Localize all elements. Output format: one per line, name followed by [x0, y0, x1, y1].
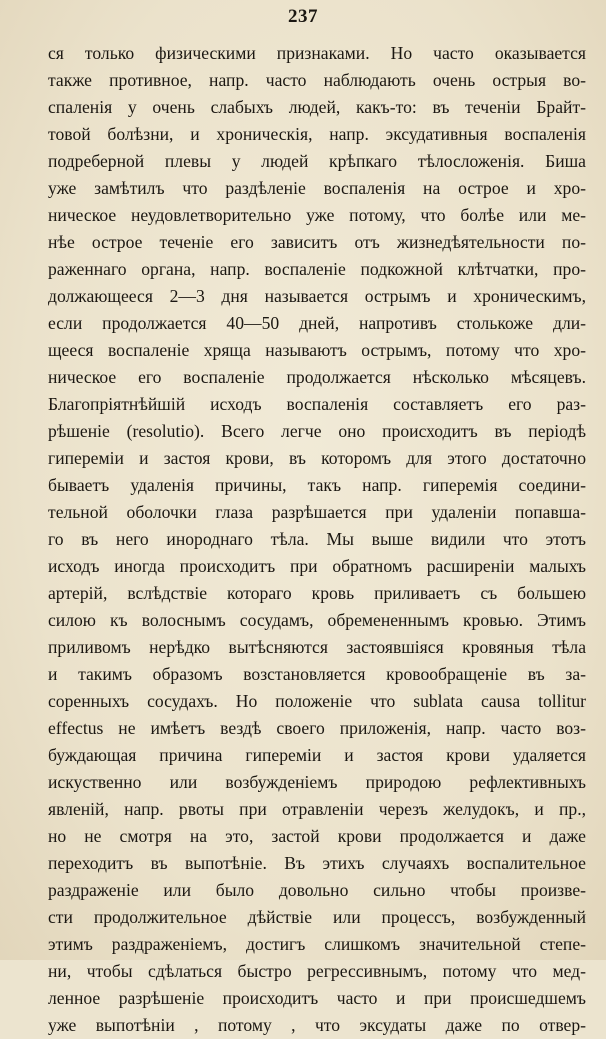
text-line: го въ него инороднаго тѣла. Мы выше видили что этотъ	[48, 529, 586, 549]
text-line: силою къ волоснымъ сосудамъ, обремененнымъ кровью. Этимъ	[48, 610, 586, 630]
text-line: соренныхъ сосудахъ. Но положеніе что sublata causa tollitur	[48, 691, 586, 711]
text-line: раженнаго органа, напр. воспаленіе подкожной клѣтчатки, про-	[48, 259, 586, 279]
text-line: ни, чтобы сдѣлаться быстро регрессивнымъ, потому что мед-	[48, 961, 586, 981]
text-line: бываетъ удаленія причины, такъ напр. гиперемія соедини-	[48, 475, 586, 495]
text-line: ническое его воспаленіе продолжается нѣсколько мѣсяцевъ.	[48, 367, 586, 387]
text-line: раздраженіе или было довольно сильно чтобы произве-	[48, 880, 586, 900]
text-line: исходъ иногда происходитъ при обратномъ расширеніи малыхъ	[48, 556, 586, 576]
text-line: рѣшеніе (resolutio). Всего легче оно происходитъ въ періодѣ	[48, 421, 586, 441]
text-line: ся только физическими признаками. Но часто оказывается	[48, 43, 586, 63]
text-line: искуственно или возбужденіемъ природою рефлективныхъ	[48, 772, 586, 792]
text-line: должающееся 2—3 дня называется острымъ и хроническимъ,	[48, 286, 586, 306]
text-line: также противное, напр. часто наблюдають очень острыя во-	[48, 70, 586, 90]
text-line: нѣе острое теченіе его зависитъ отъ жизнедѣятельности по-	[48, 232, 586, 252]
text-line: буждающая причина гипереміи и застоя крови удаляется	[48, 745, 586, 765]
text-line: тельной оболочки глаза разрѣшается при удаленіи попавша-	[48, 502, 586, 522]
text-line: приливомъ нерѣдко вытѣсняются застоявшіяся кровяныя тѣла	[48, 637, 586, 657]
text-line: спаленія у очень слабыхъ людей, какъ-то: въ теченіи Брайт-	[48, 97, 586, 117]
text-line: щееся воспаленіе хряща называютъ острымъ, потому что хро-	[48, 340, 586, 360]
text-line: этимъ раздраженіемъ, достигъ слишкомъ значительной степе-	[48, 934, 586, 954]
text-line: уже замѣтилъ что раздѣленіе воспаленія на острое и хро-	[48, 178, 586, 198]
text-line: effectus не имѣетъ вездѣ своего приложенія, напр. часто воз-	[48, 718, 586, 738]
text-line: уже выпотѣніи , потому , что эксудаты даже по отвер-	[48, 1015, 586, 1035]
body-text	[48, 40, 586, 1039]
text-line: но не смотря на это, застой крови продолжается и даже	[48, 826, 586, 846]
text-line: и такимъ образомъ возстановляется кровообращеніе въ за-	[48, 664, 586, 684]
page-number: 237	[288, 6, 318, 27]
text-line: подреберной плевы у людей крѣпкаго тѣлосложенія. Биша	[48, 151, 586, 171]
text-line: Благопріятнѣйшій исходъ воспаленія составляетъ его раз-	[48, 394, 586, 414]
text-line: товой болѣзни, и хроническія, напр. эксудативныя воспаленія	[48, 124, 586, 144]
text-line: сти продолжительное дѣйствіе или процессъ, возбужденный	[48, 907, 586, 927]
text-line: гипереміи и застоя крови, въ которомъ для этого достаточно	[48, 448, 586, 468]
text-line: если продолжается 40—50 дней, напротивъ столькоже дли-	[48, 313, 586, 333]
text-line: ленное разрѣшеніе происходитъ часто и при происшедшемъ	[48, 988, 586, 1008]
text-line: артерій, вслѣдствіе котораго кровь приливаетъ съ большею	[48, 583, 586, 603]
text-line: явленій, напр. рвоты при отравленіи черезъ желудокъ, и пр.,	[48, 799, 586, 819]
text-line: ническое неудовлетворительно уже потому, что болѣе или ме-	[48, 205, 586, 225]
text-line: переходитъ въ выпотѣніе. Въ этихъ случаяхъ воспалительное	[48, 853, 586, 873]
